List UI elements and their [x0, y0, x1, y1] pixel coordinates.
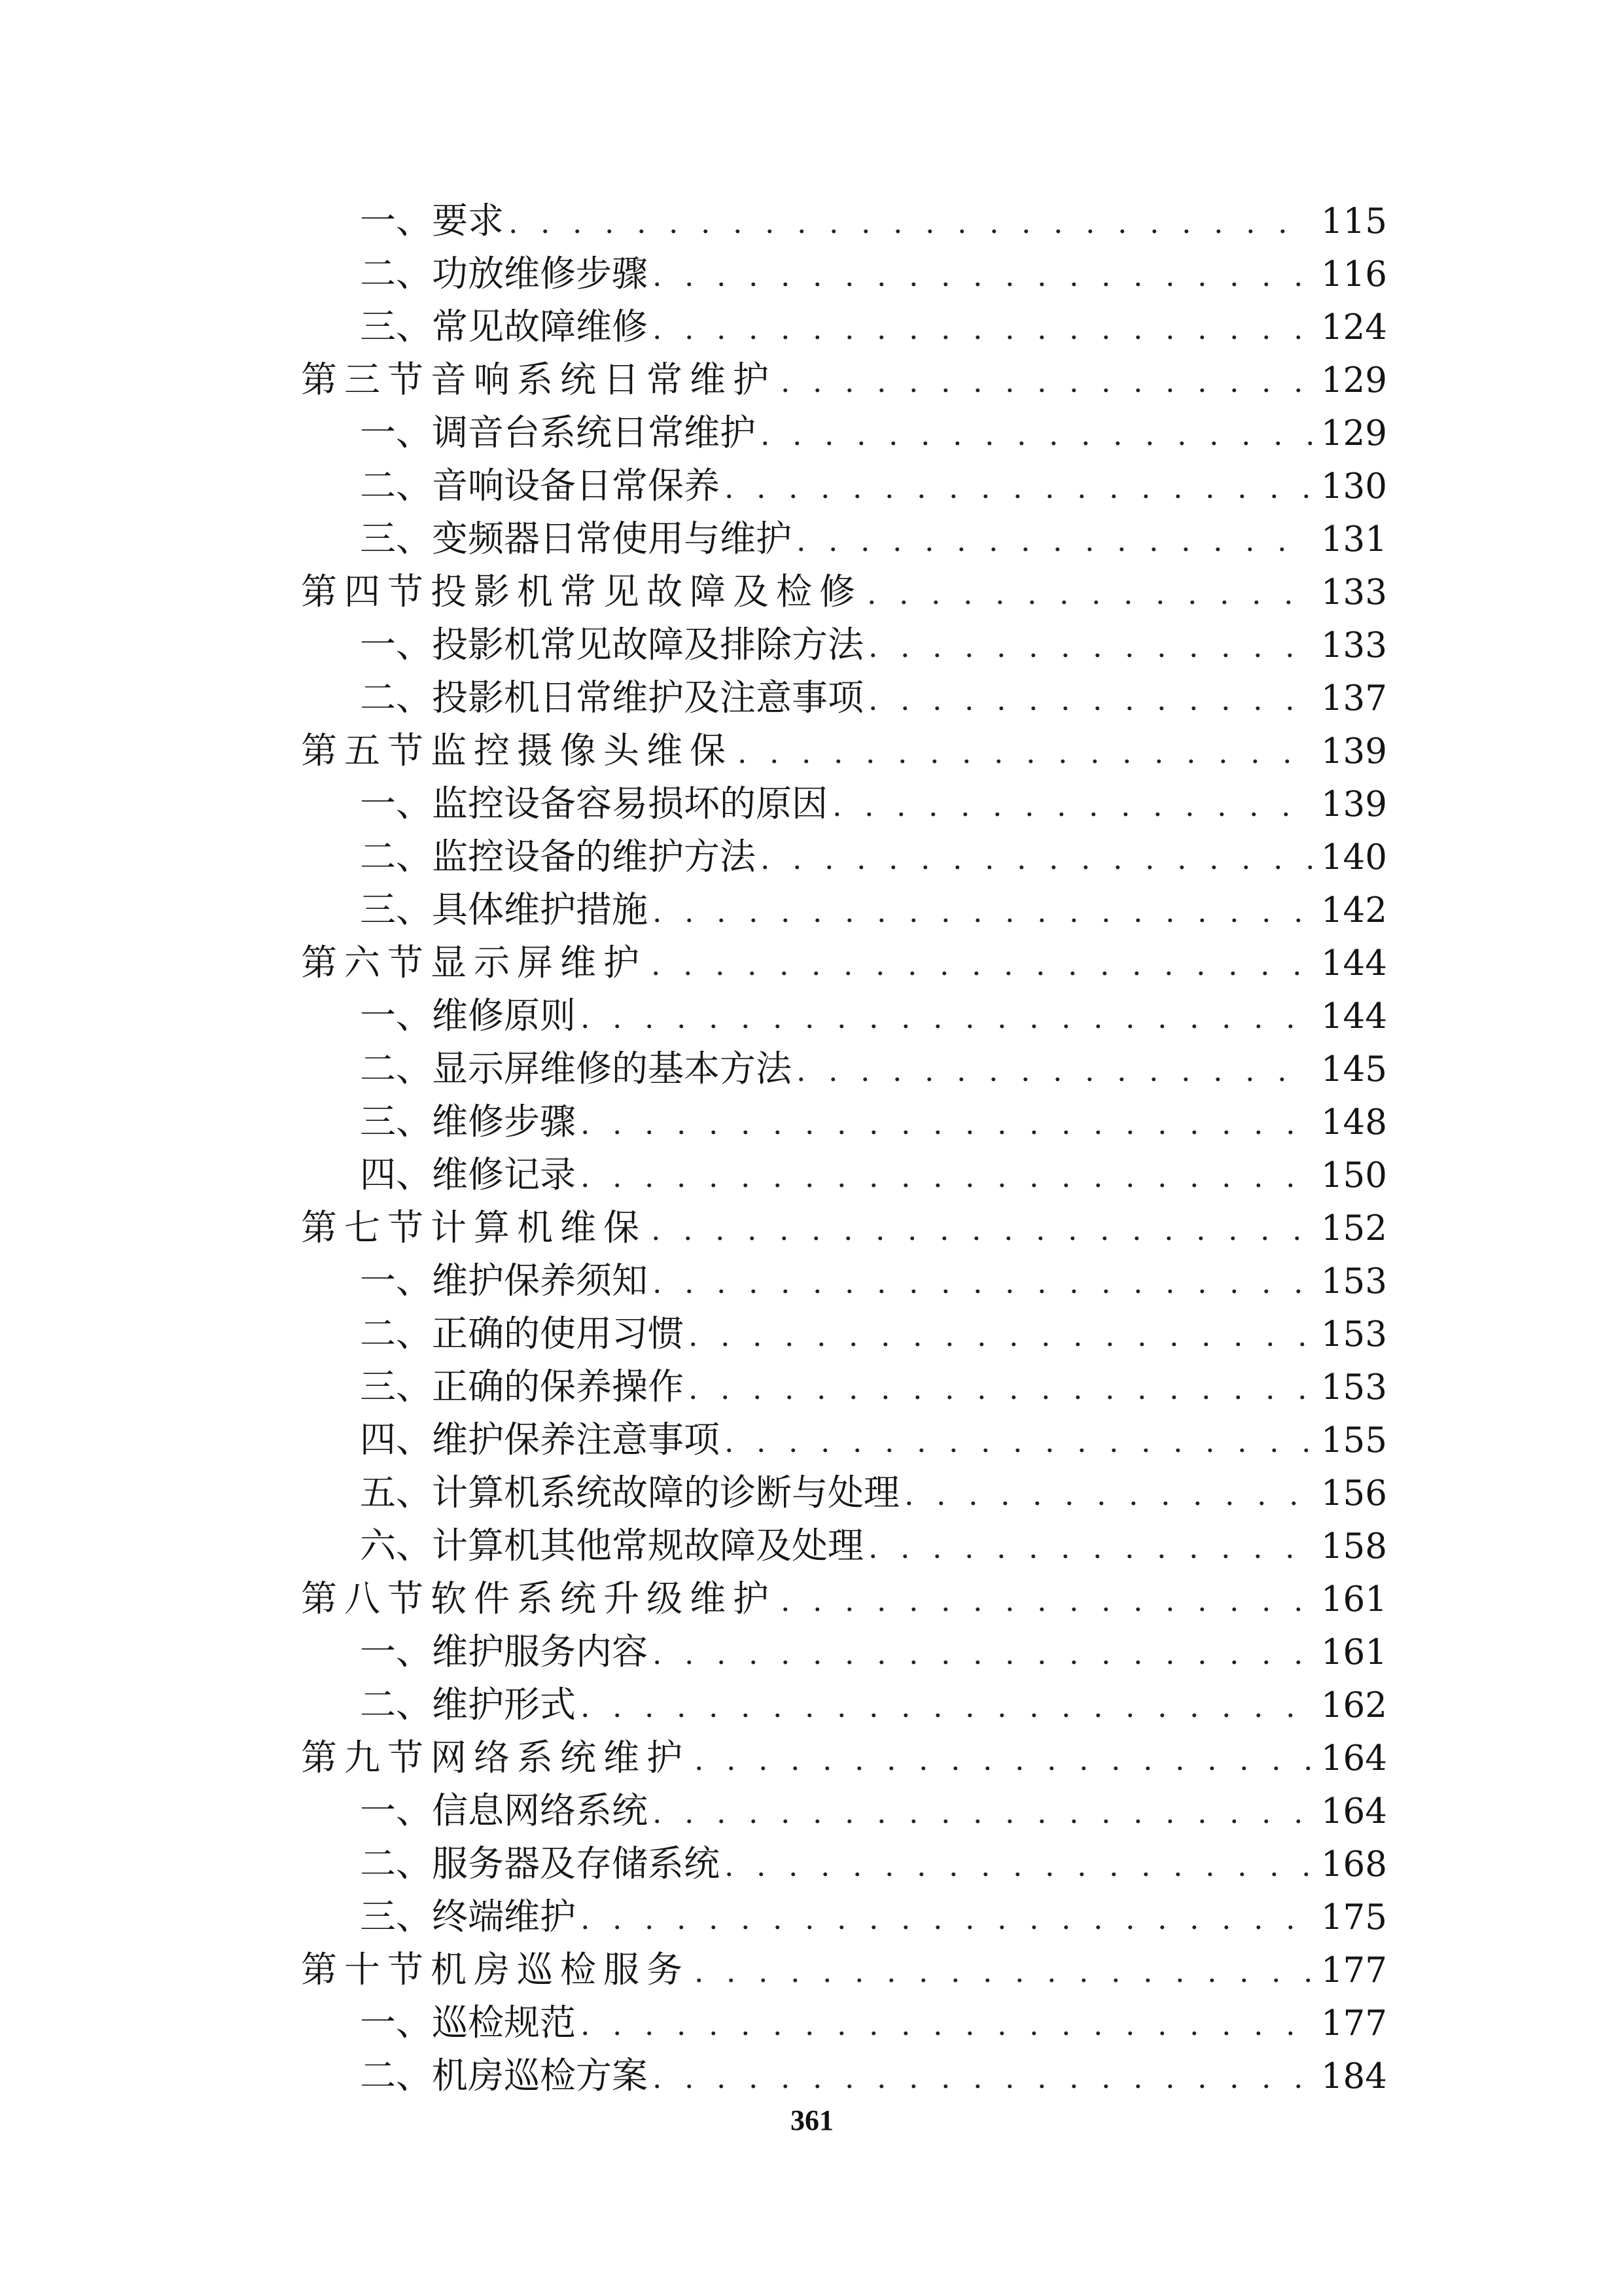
toc-dot-leader	[797, 514, 1312, 567]
toc-entry-title: 二、监控设备的维护方法	[360, 836, 756, 877]
toc-subsection-entry[interactable]	[301, 618, 1387, 671]
table-of-contents	[301, 194, 1387, 2102]
toc-entry-page-number: 124	[1320, 308, 1387, 347]
toc-entry-title: 第六节显示屏维护	[301, 942, 647, 983]
toc-dot-leader	[761, 408, 1312, 461]
toc-subsection-entry[interactable]	[301, 830, 1387, 883]
toc-entry-page-number: 133	[1320, 573, 1387, 612]
toc-dot-leader	[695, 1733, 1312, 1786]
toc-entry-title: 五、计算机系统故障的诊断与处理	[360, 1472, 900, 1513]
toc-entry-title: 三、正确的保养操作	[360, 1366, 684, 1407]
toc-section-entry[interactable]	[301, 1943, 1387, 1996]
toc-section-entry[interactable]	[301, 565, 1387, 618]
toc-dot-leader	[689, 1309, 1312, 1362]
toc-subsection-entry[interactable]	[301, 1466, 1387, 1519]
toc-dot-leader	[653, 1786, 1312, 1839]
toc-subsection-entry[interactable]	[301, 777, 1387, 830]
toc-dot-leader	[653, 2051, 1312, 2104]
toc-entry-page-number: 115	[1320, 202, 1387, 241]
toc-dot-leader	[725, 461, 1312, 514]
toc-dot-leader	[653, 1256, 1312, 1309]
toc-dot-leader	[695, 1945, 1312, 1998]
toc-entry-title: 三、维修步骤	[360, 1101, 576, 1142]
toc-dot-leader	[781, 355, 1312, 408]
toc-subsection-entry[interactable]	[301, 1996, 1387, 2049]
toc-entry-title: 一、信息网络系统	[360, 1790, 648, 1831]
toc-entry-page-number: 144	[1320, 997, 1387, 1036]
toc-entry-page-number: 150	[1320, 1156, 1387, 1195]
toc-subsection-entry[interactable]	[301, 671, 1387, 724]
toc-subsection-entry[interactable]	[301, 459, 1387, 512]
toc-entry-page-number: 158	[1320, 1527, 1387, 1566]
toc-entry-page-number: 137	[1320, 679, 1387, 718]
toc-dot-leader	[581, 1097, 1312, 1150]
toc-dot-leader	[725, 1415, 1312, 1468]
toc-entry-title: 三、终端维护	[360, 1896, 576, 1937]
toc-entry-page-number: 140	[1320, 838, 1387, 877]
toc-entry-page-number: 116	[1320, 255, 1387, 294]
toc-entry-page-number: 177	[1320, 1951, 1387, 1990]
toc-entry-page-number: 184	[1320, 2057, 1387, 2096]
toc-subsection-entry[interactable]	[301, 989, 1387, 1042]
toc-subsection-entry[interactable]	[301, 406, 1387, 459]
toc-dot-leader	[581, 991, 1312, 1044]
toc-entry-title: 二、机房巡检方案	[360, 2055, 648, 2096]
toc-entry-title: 二、维护形式	[360, 1684, 576, 1725]
toc-entry-page-number: 168	[1320, 1845, 1387, 1884]
toc-dot-leader	[868, 567, 1312, 620]
toc-entry-page-number: 153	[1320, 1368, 1387, 1407]
toc-entry-page-number: 129	[1320, 361, 1387, 400]
toc-entry-title: 二、音响设备日常保养	[360, 465, 720, 506]
toc-dot-leader	[581, 1680, 1312, 1733]
toc-subsection-entry[interactable]	[301, 1625, 1387, 1678]
toc-entry-page-number: 144	[1320, 944, 1387, 983]
toc-entry-page-number: 152	[1320, 1209, 1387, 1248]
toc-subsection-entry[interactable]	[301, 1413, 1387, 1466]
page-number: 361	[790, 2104, 834, 2136]
toc-entry-title: 一、维护服务内容	[360, 1631, 648, 1672]
toc-entry-page-number: 129	[1320, 414, 1387, 453]
toc-entry-title: 三、具体维护措施	[360, 889, 648, 930]
toc-dot-leader	[905, 1468, 1312, 1521]
toc-section-entry[interactable]	[301, 724, 1387, 777]
toc-dot-leader	[652, 938, 1312, 991]
toc-section-entry[interactable]	[301, 1572, 1387, 1625]
toc-entry-title: 四、维护保养注意事项	[360, 1419, 720, 1460]
toc-entry-page-number: 148	[1320, 1103, 1387, 1142]
toc-entry-page-number: 130	[1320, 467, 1387, 506]
toc-section-entry[interactable]	[301, 1731, 1387, 1784]
toc-entry-page-number: 161	[1320, 1633, 1387, 1672]
toc-subsection-entry[interactable]	[301, 883, 1387, 936]
toc-subsection-entry[interactable]	[301, 512, 1387, 565]
toc-subsection-entry[interactable]	[301, 1678, 1387, 1731]
toc-entry-title: 第九节网络系统维护	[301, 1737, 690, 1778]
toc-dot-leader	[509, 196, 1312, 249]
toc-subsection-entry[interactable]	[301, 1519, 1387, 1572]
toc-entry-title: 二、正确的使用习惯	[360, 1313, 684, 1354]
toc-subsection-entry[interactable]	[301, 2049, 1387, 2102]
toc-entry-title: 四、维修记录	[360, 1154, 576, 1195]
toc-dot-leader	[738, 726, 1312, 779]
toc-dot-leader	[781, 1574, 1312, 1627]
toc-entry-title: 二、投影机日常维护及注意事项	[360, 677, 864, 718]
toc-entry-title: 一、监控设备容易损坏的原因	[360, 783, 828, 824]
toc-entry-page-number: 162	[1320, 1686, 1387, 1725]
toc-entry-title: 一、维护保养须知	[360, 1260, 648, 1301]
toc-dot-leader	[869, 620, 1312, 673]
toc-subsection-entry[interactable]	[301, 1360, 1387, 1413]
toc-entry-title: 第四节投影机常见故障及检修	[301, 571, 863, 612]
toc-entry-page-number: 139	[1320, 785, 1387, 824]
toc-subsection-entry[interactable]	[301, 1042, 1387, 1095]
toc-entry-page-number: 156	[1320, 1474, 1387, 1513]
toc-entry-page-number: 177	[1320, 2004, 1387, 2043]
toc-entry-page-number: 155	[1320, 1421, 1387, 1460]
toc-entry-page-number: 145	[1320, 1050, 1387, 1089]
toc-entry-page-number: 161	[1320, 1580, 1387, 1619]
toc-entry-page-number: 175	[1320, 1898, 1387, 1937]
toc-dot-leader	[581, 1892, 1312, 1945]
toc-dot-leader	[653, 302, 1312, 355]
toc-subsection-entry[interactable]	[301, 1890, 1387, 1943]
toc-subsection-entry[interactable]	[301, 1307, 1387, 1360]
toc-dot-leader	[581, 1150, 1312, 1203]
toc-dot-leader	[725, 1839, 1312, 1892]
toc-subsection-entry[interactable]	[301, 1784, 1387, 1837]
toc-section-entry[interactable]	[301, 1201, 1387, 1254]
toc-dot-leader	[653, 1627, 1312, 1680]
toc-dot-leader	[797, 1044, 1312, 1097]
toc-section-entry[interactable]	[301, 353, 1387, 406]
toc-entry-title: 一、要求	[360, 200, 504, 241]
toc-subsection-entry[interactable]	[301, 1148, 1387, 1201]
toc-entry-title: 一、投影机常见故障及排除方法	[360, 624, 864, 665]
toc-entry-title: 第七节计算机维保	[301, 1207, 647, 1248]
toc-dot-leader	[581, 1998, 1312, 2051]
toc-subsection-entry[interactable]	[301, 1254, 1387, 1307]
toc-entry-page-number: 164	[1320, 1792, 1387, 1831]
toc-entry-title: 一、调音台系统日常维护	[360, 412, 756, 453]
toc-entry-title: 一、维修原则	[360, 995, 576, 1036]
toc-dot-leader	[869, 1521, 1312, 1574]
toc-entry-title: 第三节音响系统日常维护	[301, 359, 777, 400]
toc-entry-title: 三、变频器日常使用与维护	[360, 518, 792, 559]
toc-entry-title: 第十节机房巡检服务	[301, 1949, 690, 1990]
toc-entry-page-number: 131	[1320, 520, 1387, 559]
toc-entry-page-number: 133	[1320, 626, 1387, 665]
toc-entry-page-number: 139	[1320, 732, 1387, 771]
toc-entry-page-number: 142	[1320, 891, 1387, 930]
toc-entry-title: 一、巡检规范	[360, 2002, 576, 2043]
toc-dot-leader	[833, 779, 1312, 832]
toc-subsection-entry[interactable]	[301, 1837, 1387, 1890]
toc-entry-title: 第八节软件系统升级维护	[301, 1578, 777, 1619]
toc-entry-title: 六、计算机其他常规故障及处理	[360, 1525, 864, 1566]
toc-entry-page-number: 153	[1320, 1262, 1387, 1301]
toc-entry-title: 二、显示屏维修的基本方法	[360, 1048, 792, 1089]
toc-subsection-entry[interactable]	[301, 1095, 1387, 1148]
toc-dot-leader	[653, 885, 1312, 938]
toc-entry-title: 二、服务器及存储系统	[360, 1843, 720, 1884]
toc-entry-title: 二、功放维修步骤	[360, 253, 648, 294]
toc-entry-title: 三、常见故障维修	[360, 306, 648, 347]
toc-entry-page-number: 153	[1320, 1315, 1387, 1354]
toc-dot-leader	[689, 1362, 1312, 1415]
toc-dot-leader	[653, 249, 1312, 302]
toc-dot-leader	[869, 673, 1312, 726]
toc-dot-leader	[652, 1203, 1312, 1256]
toc-entry-title: 第五节监控摄像头维保	[301, 730, 733, 771]
toc-section-entry[interactable]	[301, 936, 1387, 989]
toc-subsection-entry[interactable]	[301, 300, 1387, 353]
toc-dot-leader	[761, 832, 1312, 885]
toc-subsection-entry[interactable]	[301, 194, 1387, 247]
toc-subsection-entry[interactable]	[301, 247, 1387, 300]
toc-entry-page-number: 164	[1320, 1739, 1387, 1778]
